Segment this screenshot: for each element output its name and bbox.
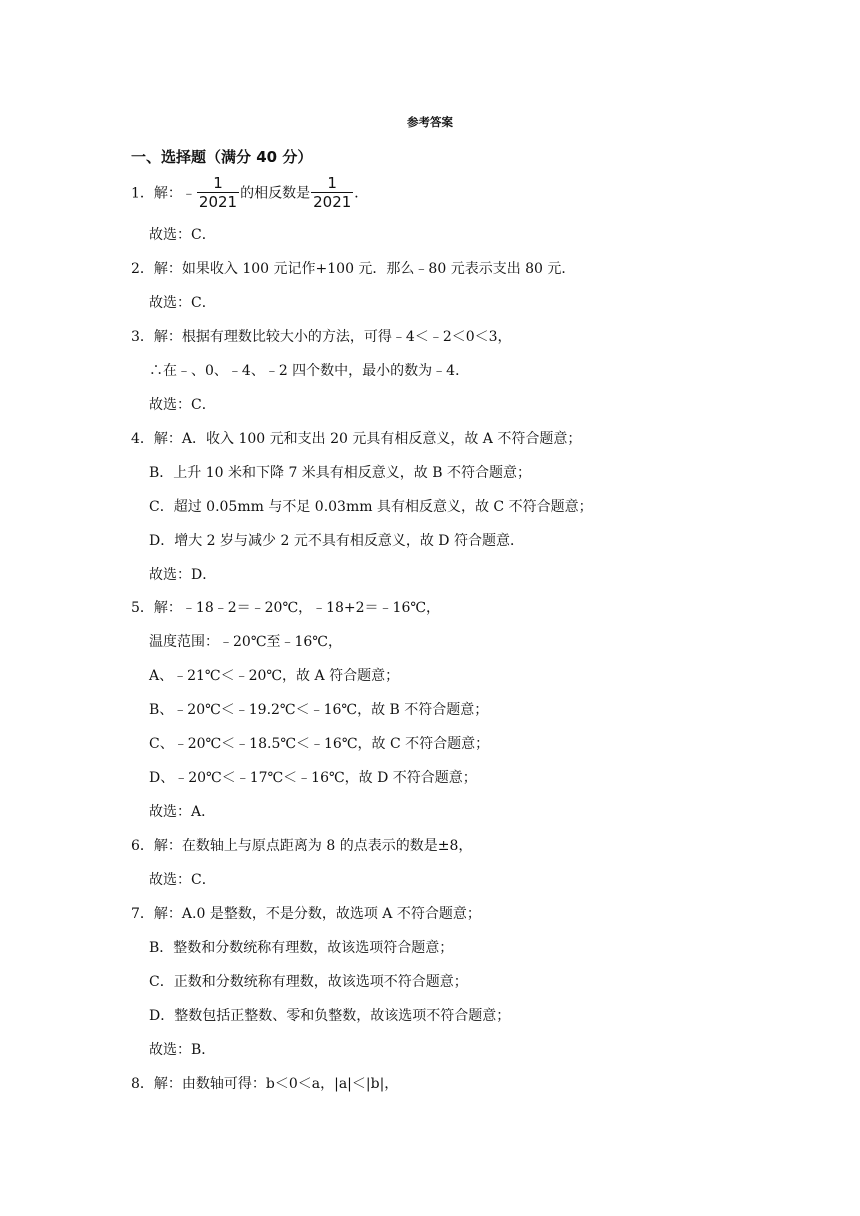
q1-suffix: ． — [354, 185, 369, 202]
page-title: 参考答案 — [407, 115, 453, 129]
fraction-2-numerator: 1 — [311, 174, 353, 193]
question-1-line — [131, 174, 368, 211]
answer-line: D、﹣20℃＜﹣17℃＜﹣16℃，故 D 不符合题意； — [149, 770, 477, 787]
answer-line: 故选：C． — [149, 294, 216, 311]
answer-line: ∴在﹣、0、﹣4、﹣2 四个数中，最小的数为﹣4． — [149, 362, 470, 379]
answer-line: 4．解：A．收入 100 元和支出 20 元具有相反意义，故 A 不符合题意； — [131, 430, 582, 447]
fraction-1-numerator: 1 — [197, 174, 239, 193]
answer-line: B、﹣20℃＜﹣19.2℃＜﹣16℃，故 B 不符合题意； — [149, 702, 489, 719]
answer-line: D．整数包括正整数、零和负整数，故该选项不符合题意； — [149, 1007, 511, 1024]
answer-line: A、﹣21℃＜﹣20℃，故 A 符合题意； — [149, 668, 400, 685]
answer-line: 故选：D． — [149, 566, 217, 583]
fraction-2-denominator: 2021 — [313, 193, 352, 211]
answer-line: C、﹣20℃＜﹣18.5℃＜﹣16℃，故 C 不符合题意； — [149, 736, 490, 753]
fraction-2 — [311, 174, 353, 211]
q1-prefix: 1．解：﹣ — [131, 185, 196, 202]
fraction-1 — [197, 174, 239, 211]
answer-line: C．正数和分数统称有理数，故该选项不符合题意； — [149, 973, 468, 990]
answer-line: 6．解：在数轴上与原点距离为 8 的点表示的数是±8， — [131, 838, 473, 855]
fraction-1-denominator: 2021 — [198, 193, 238, 211]
answer-line: 故选：A． — [149, 804, 216, 821]
answer-line: 温度范围：﹣20℃至﹣16℃， — [149, 634, 342, 651]
answer-line: 5．解：﹣18﹣2＝﹣20℃，﹣18+2＝﹣16℃， — [131, 600, 441, 617]
answer-line: B．上升 10 米和下降 7 米具有相反意义，故 B 不符合题意； — [149, 464, 531, 481]
answer-line: 故选：C． — [149, 872, 216, 889]
answer-line: D．增大 2 岁与减少 2 元不具有相反意义，故 D 符合题意． — [149, 532, 524, 549]
answer-line: 故选：B． — [149, 1041, 216, 1058]
answer-line: 8．解：由数轴可得：b＜0＜a，|a|＜|b|， — [131, 1075, 399, 1092]
answer-line: 7．解：A.0 是整数，不是分数，故选项 A 不符合题意； — [131, 906, 481, 922]
answer-line: C．超过 0.05mm 与不足 0.03mm 具有相反意义，故 C 不符合题意； — [149, 498, 593, 515]
answer-line: 3．解：根据有理数比较大小的方法，可得﹣4＜﹣2＜0＜3， — [131, 328, 512, 345]
section-heading: 一、选择题（满分 40 分） — [131, 148, 313, 166]
answer-line: 故选：C． — [149, 227, 216, 243]
answer-line: 2．解：如果收入 100 元记作+100 元．那么﹣80 元表示支出 80 元． — [131, 260, 576, 277]
q1-mid: 的相反数是 — [240, 185, 311, 202]
answer-line: 故选：C． — [149, 396, 216, 413]
answer-line: B．整数和分数统称有理数，故该选项符合题意； — [149, 939, 454, 956]
